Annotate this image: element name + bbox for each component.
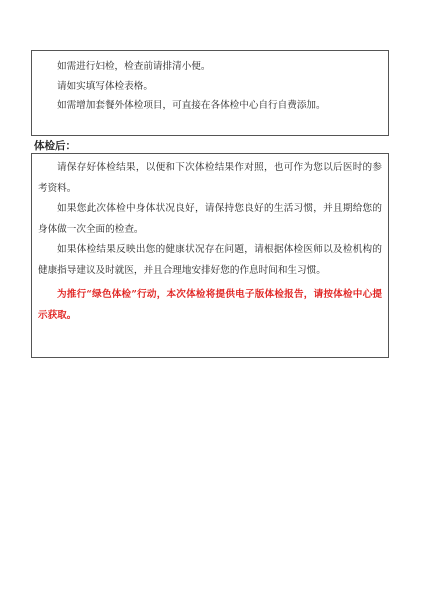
pre-exam-notes-box [31,50,389,136]
note-good-health: 如果您此次体检中身体状况良好，请保持您良好的生活习惯，并且期给您的身体做一次全面的检查。 [38,203,382,235]
green-checkup-notice: 为推行“绿色体检”行动，本次体检将提供电子版体检报告，请按体检中心提示获取。 [38,289,382,321]
note-extra-items: 如需增加套餐外体检项目，可直接在各体检中心自行自费添加。 [57,100,326,111]
note-fill-form: 请如实填写体检表格。 [57,80,153,92]
note-keep-results: 请保存好体检结果，以便和下次体检结果作对照，也可作为您以后医时的参考资料。 [38,162,382,194]
post-exam-notes-box [31,153,389,358]
note-health-issues: 如果体检结果反映出您的健康状况存在问题，请根据体检医师以及检机构的健康指导建议及时就医，并且合理地安排好您的作息时间和生习惯。 [38,244,382,276]
after-exam-heading: 体检后： [34,140,76,152]
note-gynecology: 如需进行妇检，检查前请排清小便。 [57,61,211,72]
